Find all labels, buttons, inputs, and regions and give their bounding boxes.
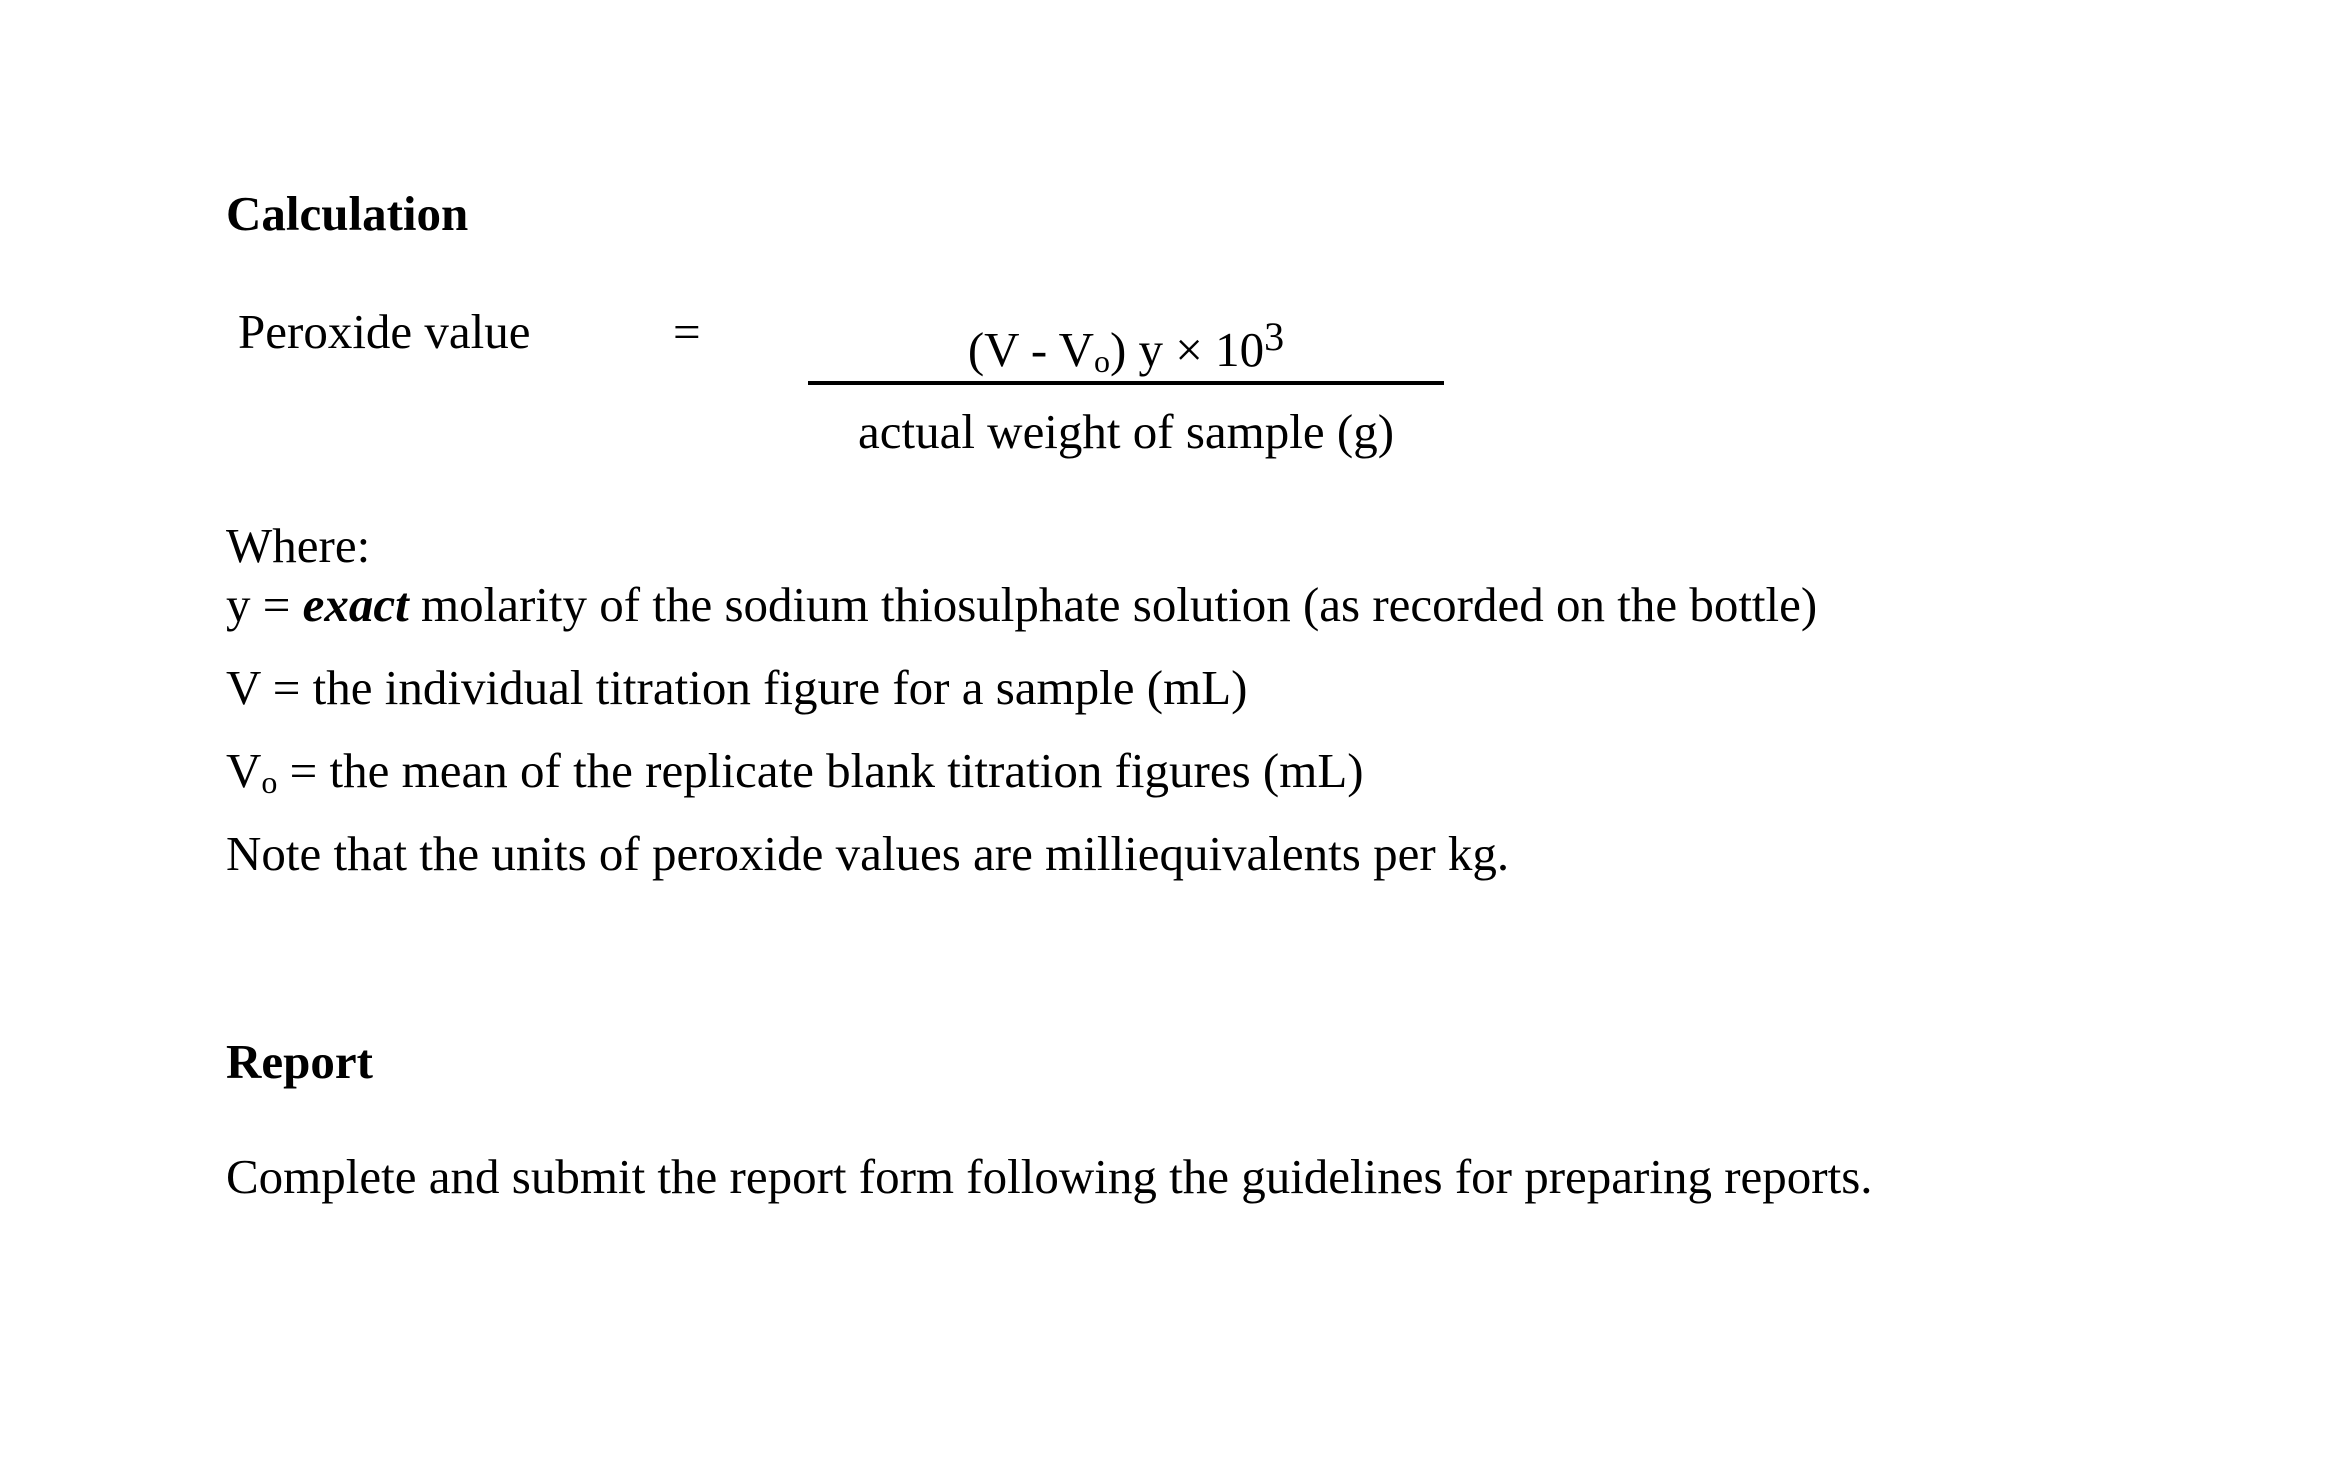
definition-vo-subscript: o: [261, 764, 278, 800]
calculation-heading: Calculation: [226, 186, 469, 241]
definition-vo-rest: = the mean of the replicate blank titration figures (mL): [277, 743, 1364, 798]
formula-label: Peroxide value: [238, 304, 531, 359]
units-note: Note that the units of peroxide values are milliequivalents per kg.: [226, 826, 1510, 881]
definition-vo: [226, 743, 1364, 800]
definition-vo-prefix: V: [226, 743, 262, 798]
report-text: Complete and submit the report form following the guidelines for preparing reports.: [226, 1149, 1873, 1204]
definition-y-emphasis: exact: [302, 577, 409, 632]
numerator-mid: ) y × 10: [1109, 322, 1265, 377]
numerator-pre: (V - V: [967, 322, 1094, 377]
definition-v: V = the individual titration figure for a sample (mL): [226, 660, 1248, 715]
numerator-subscript: o: [1093, 343, 1110, 379]
report-heading: Report: [226, 1034, 373, 1089]
where-label: Where:: [226, 518, 371, 573]
formula-denominator: actual weight of sample (g): [857, 404, 1395, 459]
definition-y: [226, 577, 1818, 632]
formula-equals: =: [673, 304, 701, 359]
fraction-line: [808, 381, 1444, 385]
definition-y-prefix: y =: [226, 577, 303, 632]
numerator-superscript: 3: [1264, 314, 1285, 359]
definition-y-rest: molarity of the sodium thiosulphate solution (as recorded on the bottle): [408, 577, 1818, 632]
formula-numerator: [808, 313, 1444, 380]
